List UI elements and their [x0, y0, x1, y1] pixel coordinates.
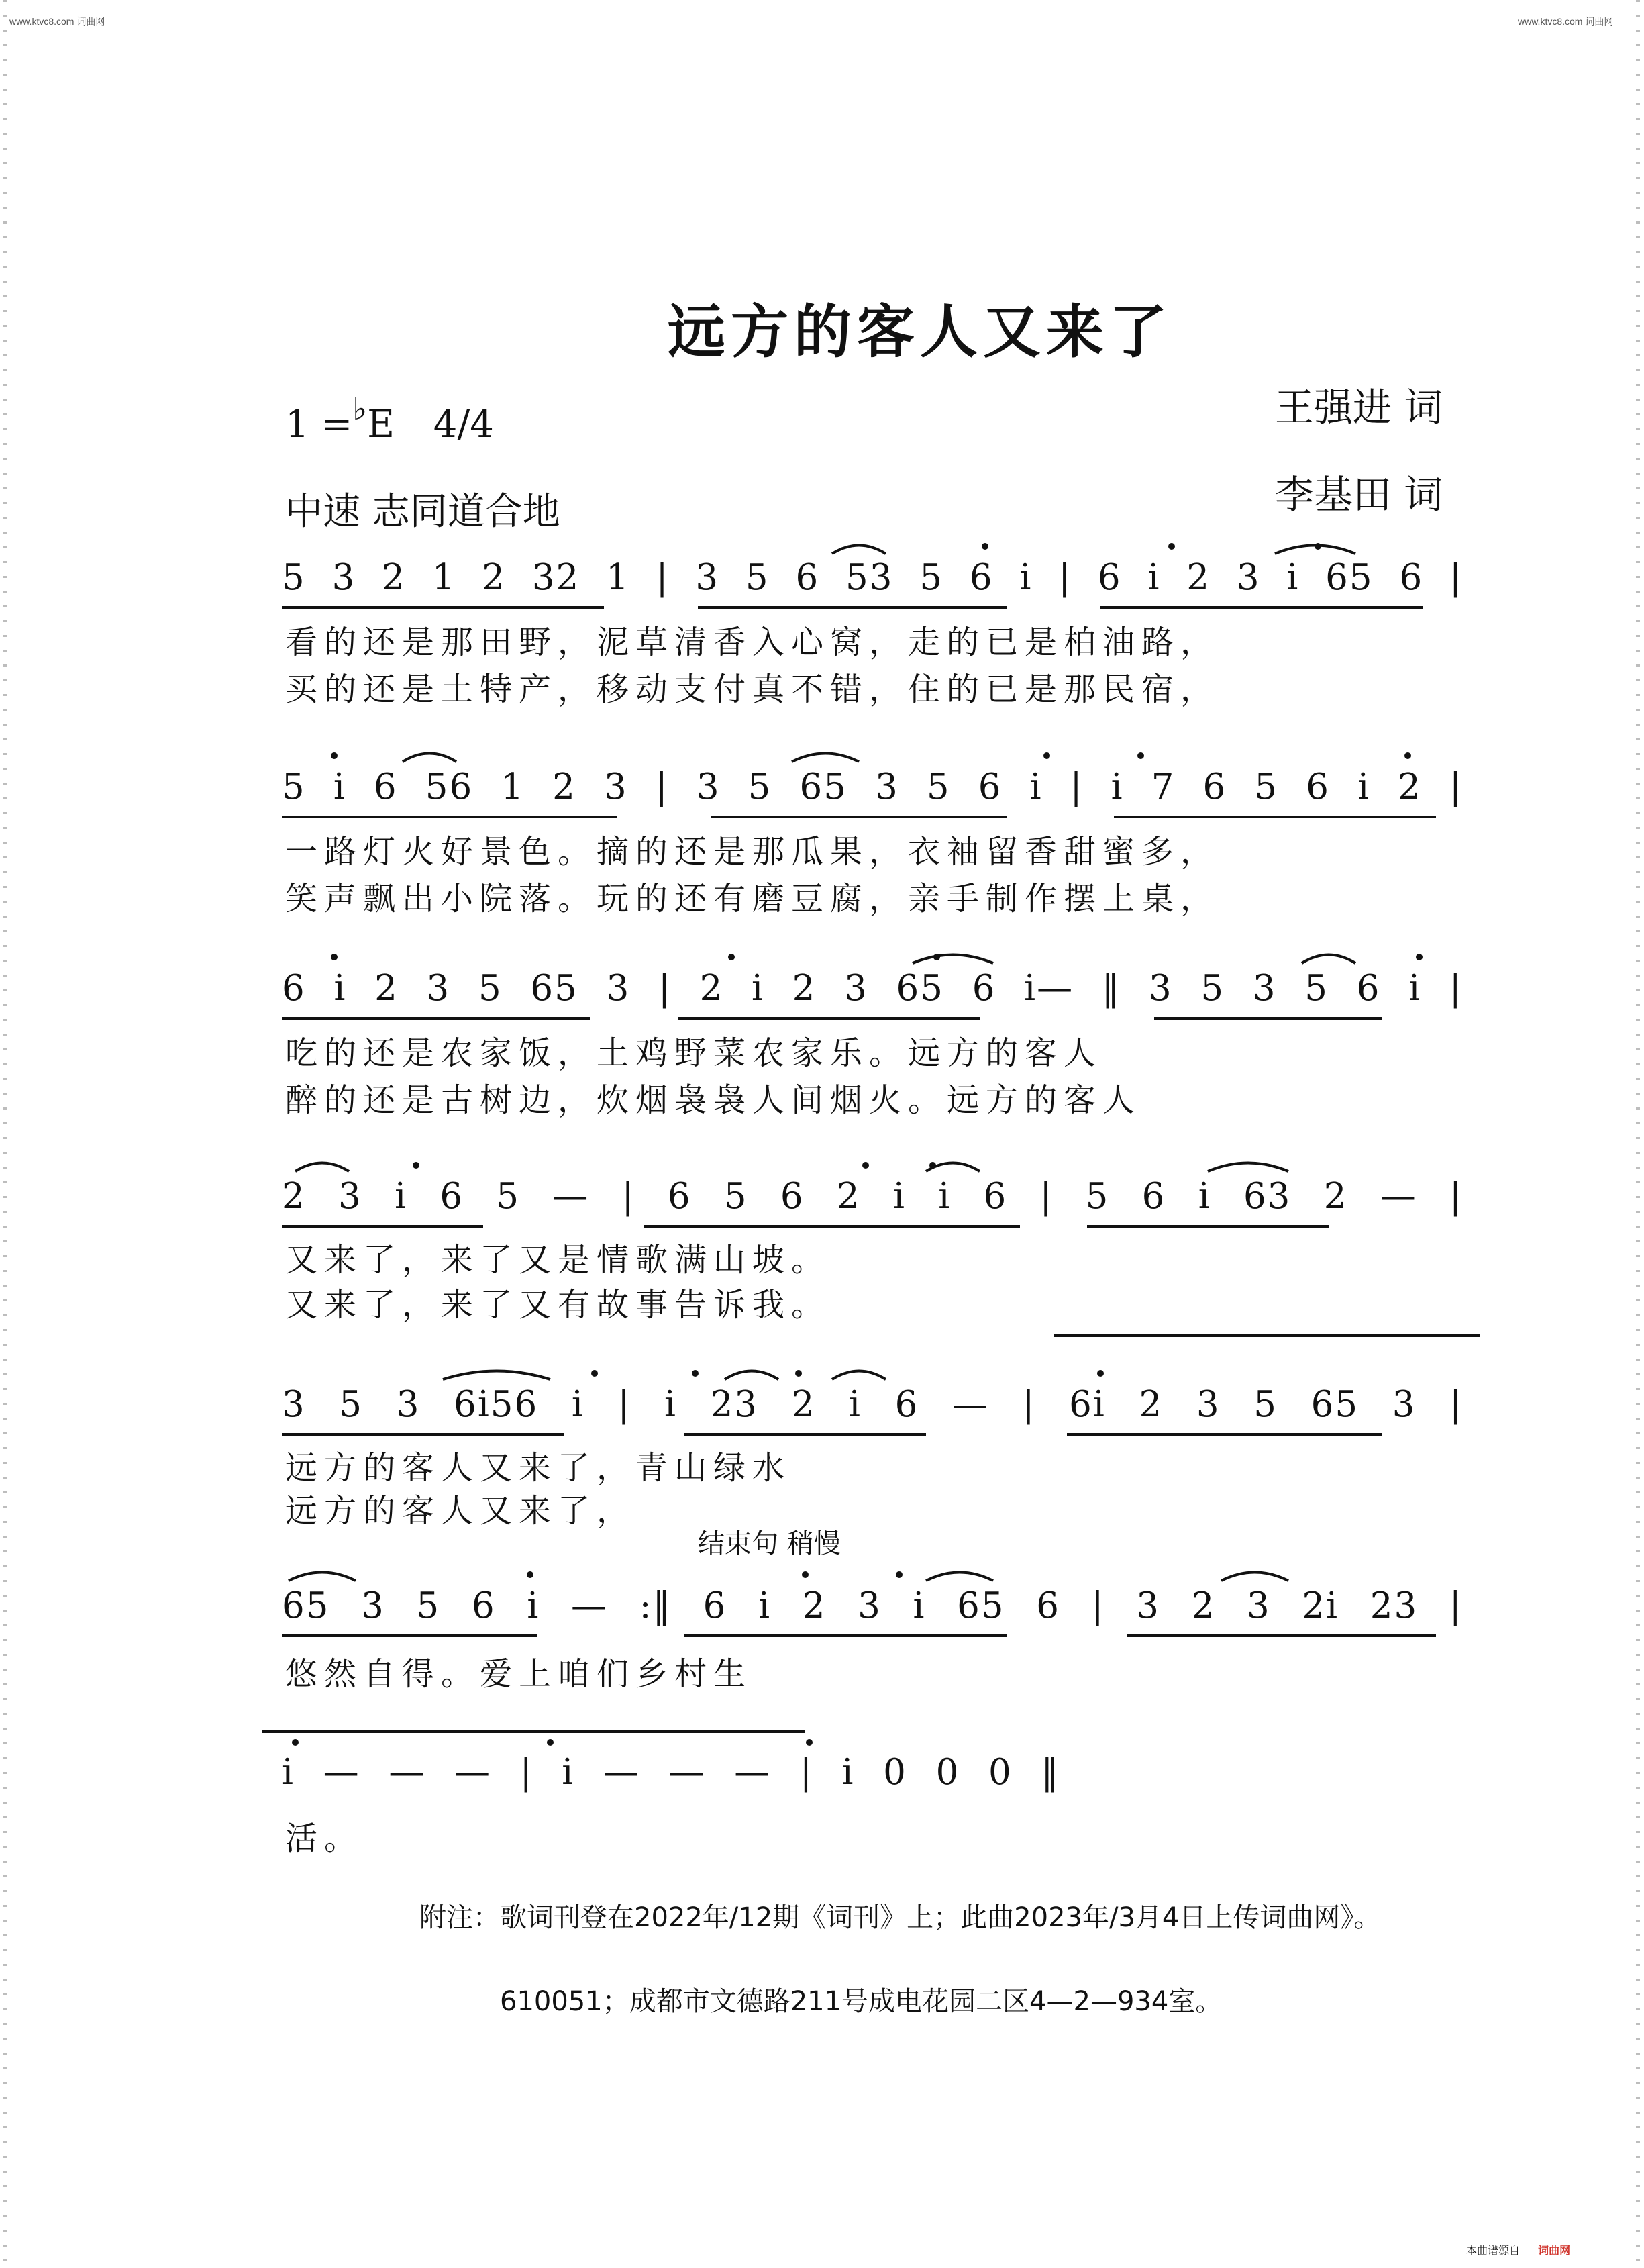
barline: |	[1039, 1176, 1054, 1217]
note: i	[571, 1384, 584, 1425]
barline: |	[621, 1176, 635, 1217]
slur	[725, 1371, 778, 1380]
note: i	[1408, 968, 1422, 1009]
octave-dot	[802, 1571, 809, 1578]
octave-dot	[795, 1370, 802, 1377]
rest: 0	[988, 1752, 1013, 1793]
note: 3	[426, 968, 451, 1009]
composer-credit: 李基田 词	[1275, 472, 1443, 517]
note: i	[1286, 557, 1300, 598]
note: 2	[552, 767, 576, 807]
octave-dot	[591, 1370, 598, 1377]
dash: —	[552, 1176, 590, 1217]
note: 5	[1304, 968, 1329, 1009]
note: 65	[1325, 557, 1374, 598]
note: 3	[858, 1585, 882, 1626]
barline: |	[1449, 1585, 1463, 1626]
note: 3	[1247, 1585, 1271, 1626]
note: 65	[282, 1585, 330, 1626]
octave-dot	[527, 1571, 533, 1578]
barline: |	[1449, 1384, 1463, 1425]
note: 32	[531, 557, 580, 598]
note: 3	[1252, 968, 1277, 1009]
dash: —	[952, 1384, 990, 1425]
note: 5	[1253, 1384, 1278, 1425]
octave-dot	[1404, 752, 1411, 759]
octave-dot	[331, 752, 338, 759]
lyric-line: 一路灯火好景色。摘的还是那瓜果，衣袖留香甜蜜多，	[285, 833, 1220, 871]
octave-dot	[728, 954, 735, 960]
double-barline: ‖	[1101, 968, 1121, 1009]
note: i	[333, 767, 346, 807]
lyric-line: 醉的还是古树边，炊烟袅袅人间烟火。远方的客人	[285, 1081, 1142, 1119]
octave-dot	[1137, 752, 1144, 759]
dash: —	[668, 1752, 706, 1793]
rest: 0	[883, 1752, 907, 1793]
note: i	[664, 1384, 677, 1425]
note: i	[282, 1752, 295, 1793]
note: 3	[396, 1384, 421, 1425]
slur	[289, 1573, 356, 1581]
dash: —	[323, 1752, 360, 1793]
dash: —	[389, 1752, 426, 1793]
note: i	[938, 1176, 952, 1217]
note: 6	[1306, 767, 1330, 807]
barline: |	[1449, 968, 1463, 1009]
dash: —	[603, 1752, 640, 1793]
note: 3	[331, 557, 356, 598]
note: 5	[282, 767, 306, 807]
note: 6	[1356, 968, 1381, 1009]
note: 6	[1141, 1176, 1166, 1217]
note: 2	[482, 557, 506, 598]
stamp-text: 本曲谱源自	[1466, 2245, 1521, 2257]
note: 3	[282, 1384, 306, 1425]
note: 5	[478, 968, 503, 1009]
note: 3	[695, 557, 720, 598]
note: 2	[1139, 1384, 1164, 1425]
note: 2	[1323, 1176, 1348, 1217]
note: 5	[416, 1585, 441, 1626]
barline: |	[655, 767, 669, 807]
note: 65	[1311, 1384, 1359, 1425]
lyric-line: 笑声飘出小院落。玩的还有磨豆腐，亲手制作摆上桌，	[285, 880, 1220, 918]
slur	[1221, 1573, 1288, 1581]
note: i	[841, 1752, 855, 1793]
note: 2	[374, 968, 399, 1009]
note: 6	[1036, 1585, 1060, 1626]
note: 65	[957, 1585, 1005, 1626]
barline: |	[1449, 557, 1463, 598]
note: 3	[1392, 1384, 1417, 1425]
octave-dot	[929, 1162, 936, 1169]
note: 2i	[1302, 1585, 1339, 1626]
key-prefix: 1 =	[285, 403, 353, 446]
slur	[295, 1163, 349, 1172]
dash: —	[570, 1585, 608, 1626]
note: 5	[919, 557, 944, 598]
octave-dot	[547, 1739, 554, 1746]
note: 2	[1191, 1585, 1216, 1626]
note: i	[1019, 557, 1033, 598]
note: i	[1111, 767, 1124, 807]
note: 3	[1196, 1384, 1221, 1425]
note: 6	[373, 767, 398, 807]
barline: |	[799, 1752, 813, 1793]
octave-dot	[692, 1370, 699, 1377]
lyric-line: 看的还是那田野，泥草清香入心窝，走的已是柏油路，	[285, 624, 1220, 661]
footnote-publication: 附注：歌词刊登在2022年/12期《词刊》上；此曲2023年/3月4日上传词曲网》。	[419, 1902, 1381, 1933]
barline: |	[1091, 1585, 1105, 1626]
octave-dot	[896, 1571, 903, 1578]
barline: |	[1449, 1176, 1463, 1217]
lyric-line: 远方的客人又来了，青山绿水	[285, 1449, 792, 1487]
octave-dot	[1315, 543, 1321, 550]
lyric-line: 吃的还是农家饭，土鸡野菜农家乐。远方的客人	[285, 1034, 1103, 1072]
note: 3	[875, 767, 899, 807]
note: 5	[282, 557, 306, 598]
song-title: 远方的客人又来了	[668, 298, 1172, 366]
note: 6	[703, 1585, 727, 1626]
slur	[1208, 1163, 1288, 1172]
note: 2	[1186, 557, 1211, 598]
note: i	[1198, 1176, 1211, 1217]
octave-dot	[806, 1739, 813, 1746]
note: 3	[1148, 968, 1173, 1009]
note: 5	[496, 1176, 521, 1217]
note: 56	[425, 767, 474, 807]
lyric-line: 又来了，来了又是情歌满山坡。	[285, 1241, 831, 1279]
slur	[926, 1573, 993, 1581]
dash: —	[734, 1752, 772, 1793]
footnote-address: 610051；成都市文德路211号成电花园二区4—2—934室。	[500, 1986, 1223, 2017]
note: 1	[606, 557, 630, 598]
note: 6	[969, 557, 994, 598]
time-signature: 4/4	[433, 403, 494, 446]
note: 6	[983, 1176, 1008, 1217]
note: 6	[972, 968, 996, 1009]
note: i	[395, 1176, 408, 1217]
note: 2	[792, 968, 817, 1009]
note: i—	[1024, 968, 1074, 1009]
note: 63	[1243, 1176, 1292, 1217]
lyricist-credit: 王强进 词	[1275, 385, 1443, 430]
note: i	[913, 1585, 926, 1626]
octave-dot	[1097, 1370, 1104, 1377]
note: 6i56	[454, 1384, 539, 1425]
octave-dot	[1043, 752, 1050, 759]
rest: 0	[935, 1752, 960, 1793]
note: 6	[1097, 557, 1122, 598]
note: i	[849, 1384, 862, 1425]
note: 2	[282, 1176, 306, 1217]
barline: |	[1058, 557, 1072, 598]
note: 5	[1200, 968, 1225, 1009]
octave-dot	[331, 954, 338, 960]
lyric-line: 活。	[285, 1820, 364, 1857]
barline: |	[658, 968, 672, 1009]
note: 6	[978, 767, 1003, 807]
note: 6	[667, 1176, 692, 1217]
note: 2	[836, 1176, 861, 1217]
note: 65	[896, 968, 944, 1009]
barline: |	[1070, 767, 1084, 807]
note: 1	[431, 557, 456, 598]
lyric-line: 买的还是土特产，移动支付真不错，住的已是那民宿，	[285, 671, 1220, 708]
note: 2	[802, 1585, 827, 1626]
note: 3	[604, 767, 628, 807]
octave-dot	[1168, 543, 1175, 550]
note: 3	[844, 968, 868, 1009]
note: 65	[799, 767, 847, 807]
slur	[403, 754, 456, 762]
final-barline: ‖	[1041, 1752, 1060, 1793]
note: 6	[440, 1176, 464, 1217]
note: 3	[1236, 557, 1261, 598]
note: i	[527, 1585, 540, 1626]
note: 6	[894, 1384, 919, 1425]
note: 53	[845, 557, 894, 598]
flat-icon: ♭	[352, 391, 368, 427]
octave-dot	[862, 1162, 869, 1169]
note: 7	[1151, 767, 1176, 807]
note: 6	[282, 968, 306, 1009]
note: 6	[471, 1585, 496, 1626]
note: 5	[1085, 1176, 1110, 1217]
octave-dot	[413, 1162, 419, 1169]
note: i	[1147, 557, 1161, 598]
dash: —	[454, 1752, 492, 1793]
note: 5	[723, 1176, 748, 1217]
note: i	[1357, 767, 1371, 807]
note: i	[562, 1752, 575, 1793]
note: 3	[606, 968, 631, 1009]
barline: |	[656, 557, 670, 598]
slur	[1302, 955, 1355, 964]
slur	[832, 1371, 886, 1380]
slur	[913, 955, 993, 964]
note: 3	[361, 1585, 385, 1626]
barline: |	[519, 1752, 533, 1793]
note: 5	[926, 767, 951, 807]
stamp-site: 词曲网	[1538, 2245, 1571, 2257]
note: 6	[780, 1176, 805, 1217]
tempo-marking: 中速 志同道合地	[285, 490, 560, 534]
barline: |	[1449, 767, 1463, 807]
note: 5	[1254, 767, 1279, 807]
barline: |	[1022, 1384, 1036, 1425]
note: 5	[745, 557, 770, 598]
slur	[443, 1371, 550, 1380]
repeat-barline: :‖	[639, 1585, 672, 1626]
note: 3	[696, 767, 721, 807]
octave-dot	[1416, 954, 1423, 960]
note: i	[758, 1585, 772, 1626]
note: 6	[1399, 557, 1424, 598]
note: 2	[1398, 767, 1422, 807]
note: 6	[1202, 767, 1227, 807]
note: 3	[1136, 1585, 1160, 1626]
note: 23	[710, 1384, 759, 1425]
note: 1	[501, 767, 525, 807]
note: 2	[791, 1384, 816, 1425]
note: 6	[795, 557, 820, 598]
note: i	[752, 968, 764, 1009]
watermark-top-right: www.ktvc8.com 词曲网	[1518, 16, 1614, 27]
note: 65	[530, 968, 578, 1009]
note: 2	[382, 557, 406, 598]
note: 2	[699, 968, 724, 1009]
note: 6i	[1069, 1384, 1106, 1425]
note: 3	[338, 1176, 362, 1217]
dash: —	[1380, 1176, 1417, 1217]
note: 5	[339, 1384, 364, 1425]
octave-dot	[292, 1739, 299, 1746]
note: i	[333, 968, 347, 1009]
lyric-line: 悠然自得。爱上咱们乡村生	[285, 1655, 753, 1693]
lyric-line: 远方的客人又来了，	[285, 1492, 636, 1530]
octave-dot	[982, 543, 988, 550]
watermark-top-left: www.ktvc8.com 词曲网	[9, 16, 105, 27]
note: i	[892, 1176, 906, 1217]
lyric-line: 又来了，来了又有故事告诉我。	[285, 1286, 831, 1324]
key-letter: E	[367, 403, 395, 446]
slur	[792, 754, 859, 762]
note: 5	[748, 767, 772, 807]
coda-label: 结束句 稍慢	[698, 1528, 841, 1559]
octave-dot	[933, 954, 940, 960]
note: 23	[1370, 1585, 1419, 1626]
note: i	[1029, 767, 1043, 807]
barline: |	[617, 1384, 631, 1425]
slur	[832, 546, 886, 554]
